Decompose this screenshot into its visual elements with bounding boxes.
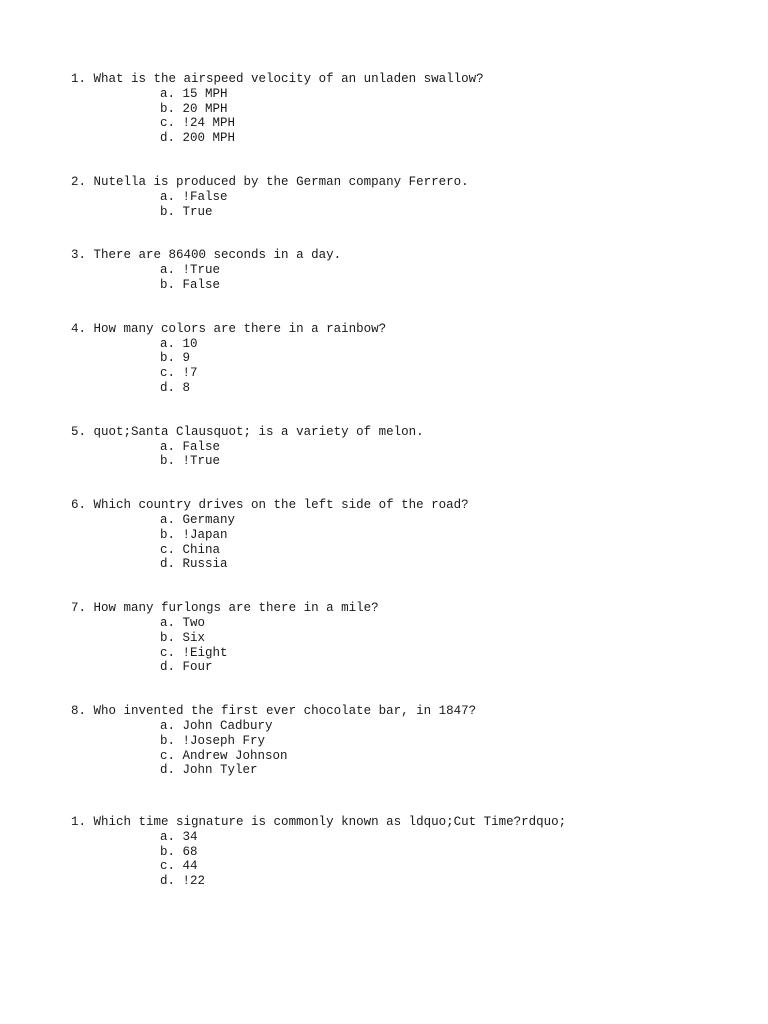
question-2 <box>71 175 751 219</box>
option-letter: d. <box>160 380 176 395</box>
option-letter: d. <box>160 660 176 675</box>
option-letter: d. <box>160 874 176 889</box>
question-text: What is the airspeed velocity of an unladen swallow? <box>93 72 484 86</box>
question-number: 6. <box>71 498 87 513</box>
option-text: Germany <box>182 512 236 527</box>
question-number: 2. <box>71 174 87 189</box>
answer-option <box>71 660 751 675</box>
answer-option <box>71 337 751 352</box>
option-text: False <box>182 277 221 292</box>
option-text: 10 <box>182 336 198 351</box>
answer-option <box>71 845 751 860</box>
answer-option <box>71 351 751 366</box>
option-letter: d. <box>160 131 176 146</box>
option-letter: a. <box>160 336 176 351</box>
option-text: 15 MPH <box>182 86 228 101</box>
answer-option <box>71 263 751 278</box>
option-text: !Japan <box>182 527 228 542</box>
option-letter: a. <box>160 718 176 733</box>
answer-option <box>71 381 751 396</box>
option-letter: b. <box>160 351 176 366</box>
option-text: 44 <box>182 859 198 874</box>
answer-option <box>71 859 751 874</box>
answer-option <box>71 131 751 146</box>
question-number: 1. <box>71 815 87 830</box>
option-text: China <box>182 542 221 557</box>
answer-option <box>71 278 751 293</box>
option-text: !Eight <box>182 645 228 660</box>
option-text: 34 <box>182 829 198 844</box>
option-text: !22 <box>182 874 206 889</box>
option-text: False <box>182 439 221 454</box>
question-6 <box>71 498 751 572</box>
answer-option <box>71 830 751 845</box>
question-4 <box>71 322 751 396</box>
option-text: !24 MPH <box>182 116 236 131</box>
option-text: Six <box>182 630 206 645</box>
question-7 <box>71 601 751 675</box>
answer-option <box>71 116 751 131</box>
answer-option <box>71 366 751 381</box>
question-3 <box>71 248 751 292</box>
option-letter: b. <box>160 527 176 542</box>
option-text: !True <box>182 454 221 469</box>
question-number: 8. <box>71 704 87 719</box>
answer-option <box>71 205 751 220</box>
option-letter: c. <box>160 542 176 557</box>
answer-option <box>71 646 751 661</box>
option-letter: d. <box>160 557 176 572</box>
option-text: Russia <box>182 557 228 572</box>
answer-option <box>71 87 751 102</box>
option-text: 9 <box>182 351 191 366</box>
option-text: !Joseph Fry <box>182 733 266 748</box>
question-number: 1. <box>71 72 87 86</box>
option-letter: b. <box>160 844 176 859</box>
option-letter: b. <box>160 204 176 219</box>
option-letter: a. <box>160 263 176 278</box>
answer-option <box>71 763 751 778</box>
question-line <box>71 815 751 830</box>
option-letter: b. <box>160 454 176 469</box>
option-letter: a. <box>160 439 176 454</box>
option-letter: a. <box>160 86 176 101</box>
option-letter: d. <box>160 763 176 778</box>
question-text: Which time signature is commonly known as ldquo;Cut Time?rdquo; <box>93 815 567 830</box>
option-text: 200 MPH <box>182 131 236 146</box>
question-line <box>71 248 751 263</box>
question-number: 7. <box>71 601 87 616</box>
answer-option <box>71 190 751 205</box>
question-text: Which country drives on the left side of the road? <box>93 498 469 513</box>
answer-option <box>71 102 751 117</box>
question-8 <box>71 704 751 778</box>
answer-option <box>71 719 751 734</box>
quiz-document <box>71 72 751 918</box>
answer-option <box>71 874 751 889</box>
option-letter: a. <box>160 829 176 844</box>
option-text: !True <box>182 263 221 278</box>
option-text: !False <box>182 189 228 204</box>
option-text: !7 <box>182 366 198 381</box>
option-letter: c. <box>160 116 176 131</box>
question-line <box>71 322 751 337</box>
question-number: 5. <box>71 424 87 439</box>
question-line <box>71 425 751 440</box>
option-text: 68 <box>182 844 198 859</box>
question-text: How many colors are there in a rainbow? <box>93 321 387 336</box>
answer-option <box>71 616 751 631</box>
option-letter: a. <box>160 189 176 204</box>
answer-option <box>71 734 751 749</box>
answer-option <box>71 454 751 469</box>
question-line <box>71 601 751 616</box>
question-line <box>71 498 751 513</box>
question-line <box>71 175 751 190</box>
question-number: 3. <box>71 248 87 263</box>
option-letter: a. <box>160 512 176 527</box>
question-line <box>71 704 751 719</box>
question-text: There are 86400 seconds in a day. <box>93 248 342 263</box>
option-text: True <box>182 204 213 219</box>
option-text: Two <box>182 615 206 630</box>
question-9 <box>71 815 751 889</box>
option-letter: c. <box>160 366 176 381</box>
option-text: John Tyler <box>182 763 258 778</box>
option-letter: b. <box>160 733 176 748</box>
answer-option <box>71 631 751 646</box>
option-letter: b. <box>160 277 176 292</box>
question-line <box>71 72 751 87</box>
question-text: Nutella is produced by the German company Ferrero. <box>93 174 469 189</box>
question-text: quot;Santa Clausquot; is a variety of melon. <box>93 424 424 439</box>
answer-option <box>71 440 751 455</box>
question-5 <box>71 425 751 469</box>
answer-option <box>71 543 751 558</box>
option-text: Andrew Johnson <box>182 748 288 763</box>
option-letter: c. <box>160 859 176 874</box>
option-letter: c. <box>160 748 176 763</box>
option-text: 8 <box>182 380 191 395</box>
option-text: 20 MPH <box>182 101 228 116</box>
option-letter: c. <box>160 645 176 660</box>
question-text: How many furlongs are there in a mile? <box>93 601 379 616</box>
answer-option <box>71 749 751 764</box>
answer-option <box>71 557 751 572</box>
option-letter: a. <box>160 615 176 630</box>
question-text: Who invented the first ever chocolate bar, in 1847? <box>93 704 477 719</box>
option-text: Four <box>182 660 213 675</box>
option-text: John Cadbury <box>182 718 273 733</box>
question-number: 4. <box>71 321 87 336</box>
question-1 <box>71 72 751 146</box>
answer-option <box>71 528 751 543</box>
answer-option <box>71 513 751 528</box>
option-letter: b. <box>160 101 176 116</box>
option-letter: b. <box>160 630 176 645</box>
